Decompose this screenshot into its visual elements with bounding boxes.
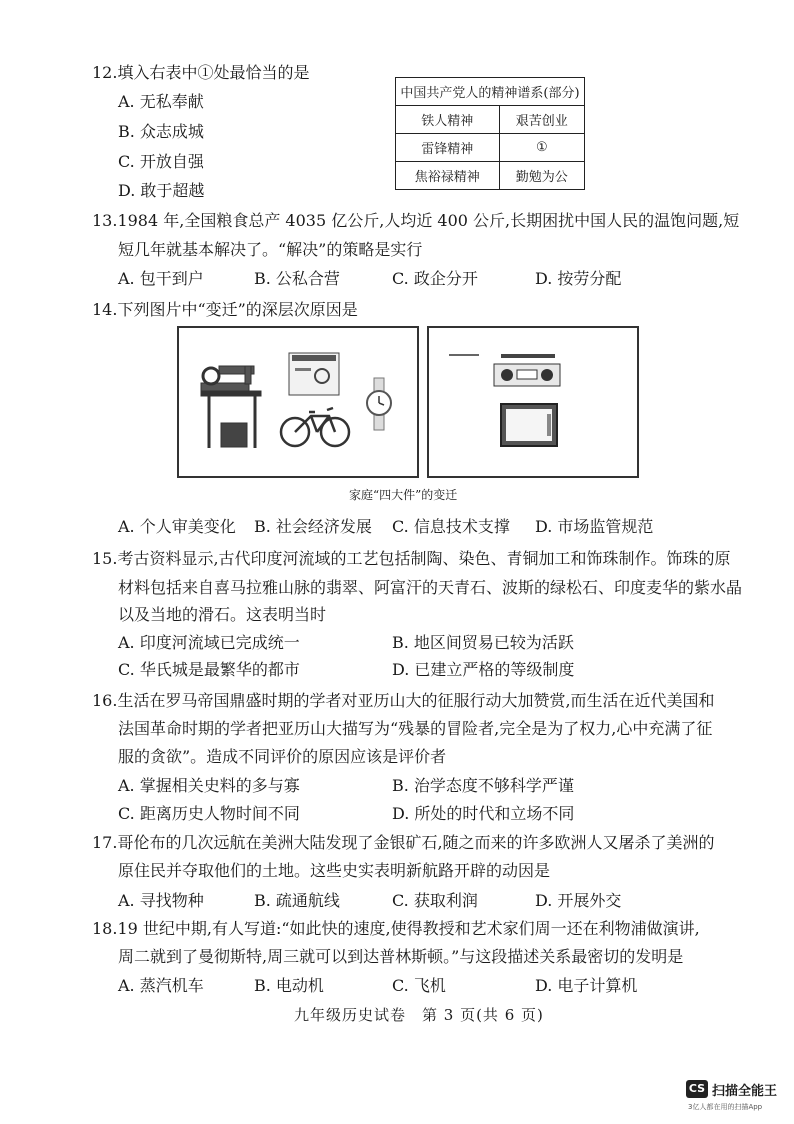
table-row [396,106,585,134]
q17-line-2: 原住民并夺取他们的土地。这些史实表明新航路开辟的动因是 [118,861,551,880]
table-cell-name: 铁人精神 [396,106,500,134]
q14-option-d: D. 市场监管规范 [535,517,654,536]
q12-stem: 12.填入右表中①处最恰当的是 [92,63,310,82]
page-footer: 九年级历史试卷 第 3 页(共 6 页) [294,1006,544,1024]
q17-option-c: C. 获取利润 [392,891,478,910]
q15-line-2: 材料包括来自喜马拉雅山脉的翡翠、阿富汗的天青石、波斯的绿松石、印度麦华的紫水晶 [118,578,743,597]
radio-icon [289,353,339,395]
bicycle-icon [281,408,349,446]
table-cell-value: 勤勉为公 [499,162,584,190]
watermark-subtitle: 3亿人都在用的扫描App [688,1103,763,1111]
q13-line-1: 13.1984 年,全国粮食总产 4035 亿公斤,人均近 400 公斤,长期困扰中国人民的温饱问题,短 [92,211,740,230]
q16-line-3: 服的贪欲”。造成不同评价的原因应该是评价者 [118,747,447,766]
q15-option-d: D. 已建立严格的等级制度 [392,660,575,679]
q12-option-c: C. 开放自强 [118,152,204,171]
q15-option-b: B. 地区间贸易已较为活跃 [392,633,574,652]
q13-option-a: A. 包干到户 [118,269,204,288]
q18-option-d: D. 电子计算机 [535,976,638,995]
q14-option-a: A. 个人审美变化 [118,517,236,536]
q13-line-2: 短几年就基本解决了。“解决”的策略是实行 [118,240,423,259]
q17-option-b: B. 疏通航线 [254,891,340,910]
q16-option-d: D. 所处的时代和立场不同 [392,804,575,823]
table-cell-name: 焦裕禄精神 [396,162,500,190]
q15-option-c: C. 华氏城是最繁华的都市 [118,660,300,679]
old-four-items-picture [177,326,419,478]
spirit-lineage-table [395,77,585,190]
table-cell-value: 艰苦创业 [499,106,584,134]
new-four-items-picture [427,326,639,478]
table-title: 中国共产党人的精神谱系(部分) [396,78,585,106]
table-row [396,162,585,190]
table-cell-name: 雷锋精神 [396,134,500,162]
q17-option-a: A. 寻找物种 [118,891,204,910]
q13-option-d: D. 按劳分配 [535,269,622,288]
table-cell-value: ① [499,134,584,162]
tape-recorder-icon [494,354,560,386]
q13-option-b: B. 公私合营 [254,269,340,288]
q16-option-a: A. 掌握相关史料的多与寡 [118,776,300,795]
new-items-illustration [429,328,637,476]
q18-line-2: 周二就到了曼彻斯特,周三就可以到达普林斯顿。”与这段描述关系最密切的发明是 [118,947,684,966]
wristwatch-icon [367,378,391,430]
q14-option-c: C. 信息技术支撑 [392,517,510,536]
q18-line-1: 18.19 世纪中期,有人写道:“如此快的速度,使得教授和艺术家们周一还在利物浦做演讲, [92,919,700,938]
q13-option-c: C. 政企分开 [392,269,478,288]
q18-option-c: C. 飞机 [392,976,446,995]
table-row [396,134,585,162]
q15-option-a: A. 印度河流域已完成统一 [118,633,300,652]
watermark-name: 扫描全能王 [712,1084,778,1099]
sewing-machine-icon [201,366,261,448]
q16-option-b: B. 治学态度不够科学严谨 [392,776,574,795]
q18-option-b: B. 电动机 [254,976,324,995]
television-icon [501,404,557,446]
q17-option-d: D. 开展外交 [535,891,622,910]
q15-line-3: 以及当地的滑石。这表明当时 [118,605,327,624]
q16-option-c: C. 距离历史人物时间不同 [118,804,300,823]
q14-option-b: B. 社会经济发展 [254,517,372,536]
q12-option-d: D. 敢于超越 [118,181,205,200]
q17-line-1: 17.哥伦布的几次远航在美洲大陆发现了金银矿石,随之而来的许多欧洲人又屠杀了美洲的 [92,833,715,852]
q14-stem: 14.下列图片中“变迁”的深层次原因是 [92,300,358,319]
q15-line-1: 15.考古资料显示,古代印度河流域的工艺包括制陶、染色、青铜加工和饰珠制作。饰珠的原 [92,549,731,568]
q12-option-b: B. 众志成城 [118,122,204,141]
q12-option-a: A. 无私奉献 [118,92,204,111]
q16-line-1: 16.生活在罗马帝国鼎盛时期的学者对亚历山大的征服行动大加赞赏,而生活在近代美国和 [92,691,715,710]
camscanner-logo: CS [686,1080,708,1098]
q16-line-2: 法国革命时期的学者把亚历山大描写为“残暴的冒险者,完全是为了权力,心中充满了征 [118,719,713,738]
q14-caption: 家庭“四大件”的变迁 [349,488,458,502]
old-items-illustration [179,328,417,476]
q18-option-a: A. 蒸汽机车 [118,976,204,995]
